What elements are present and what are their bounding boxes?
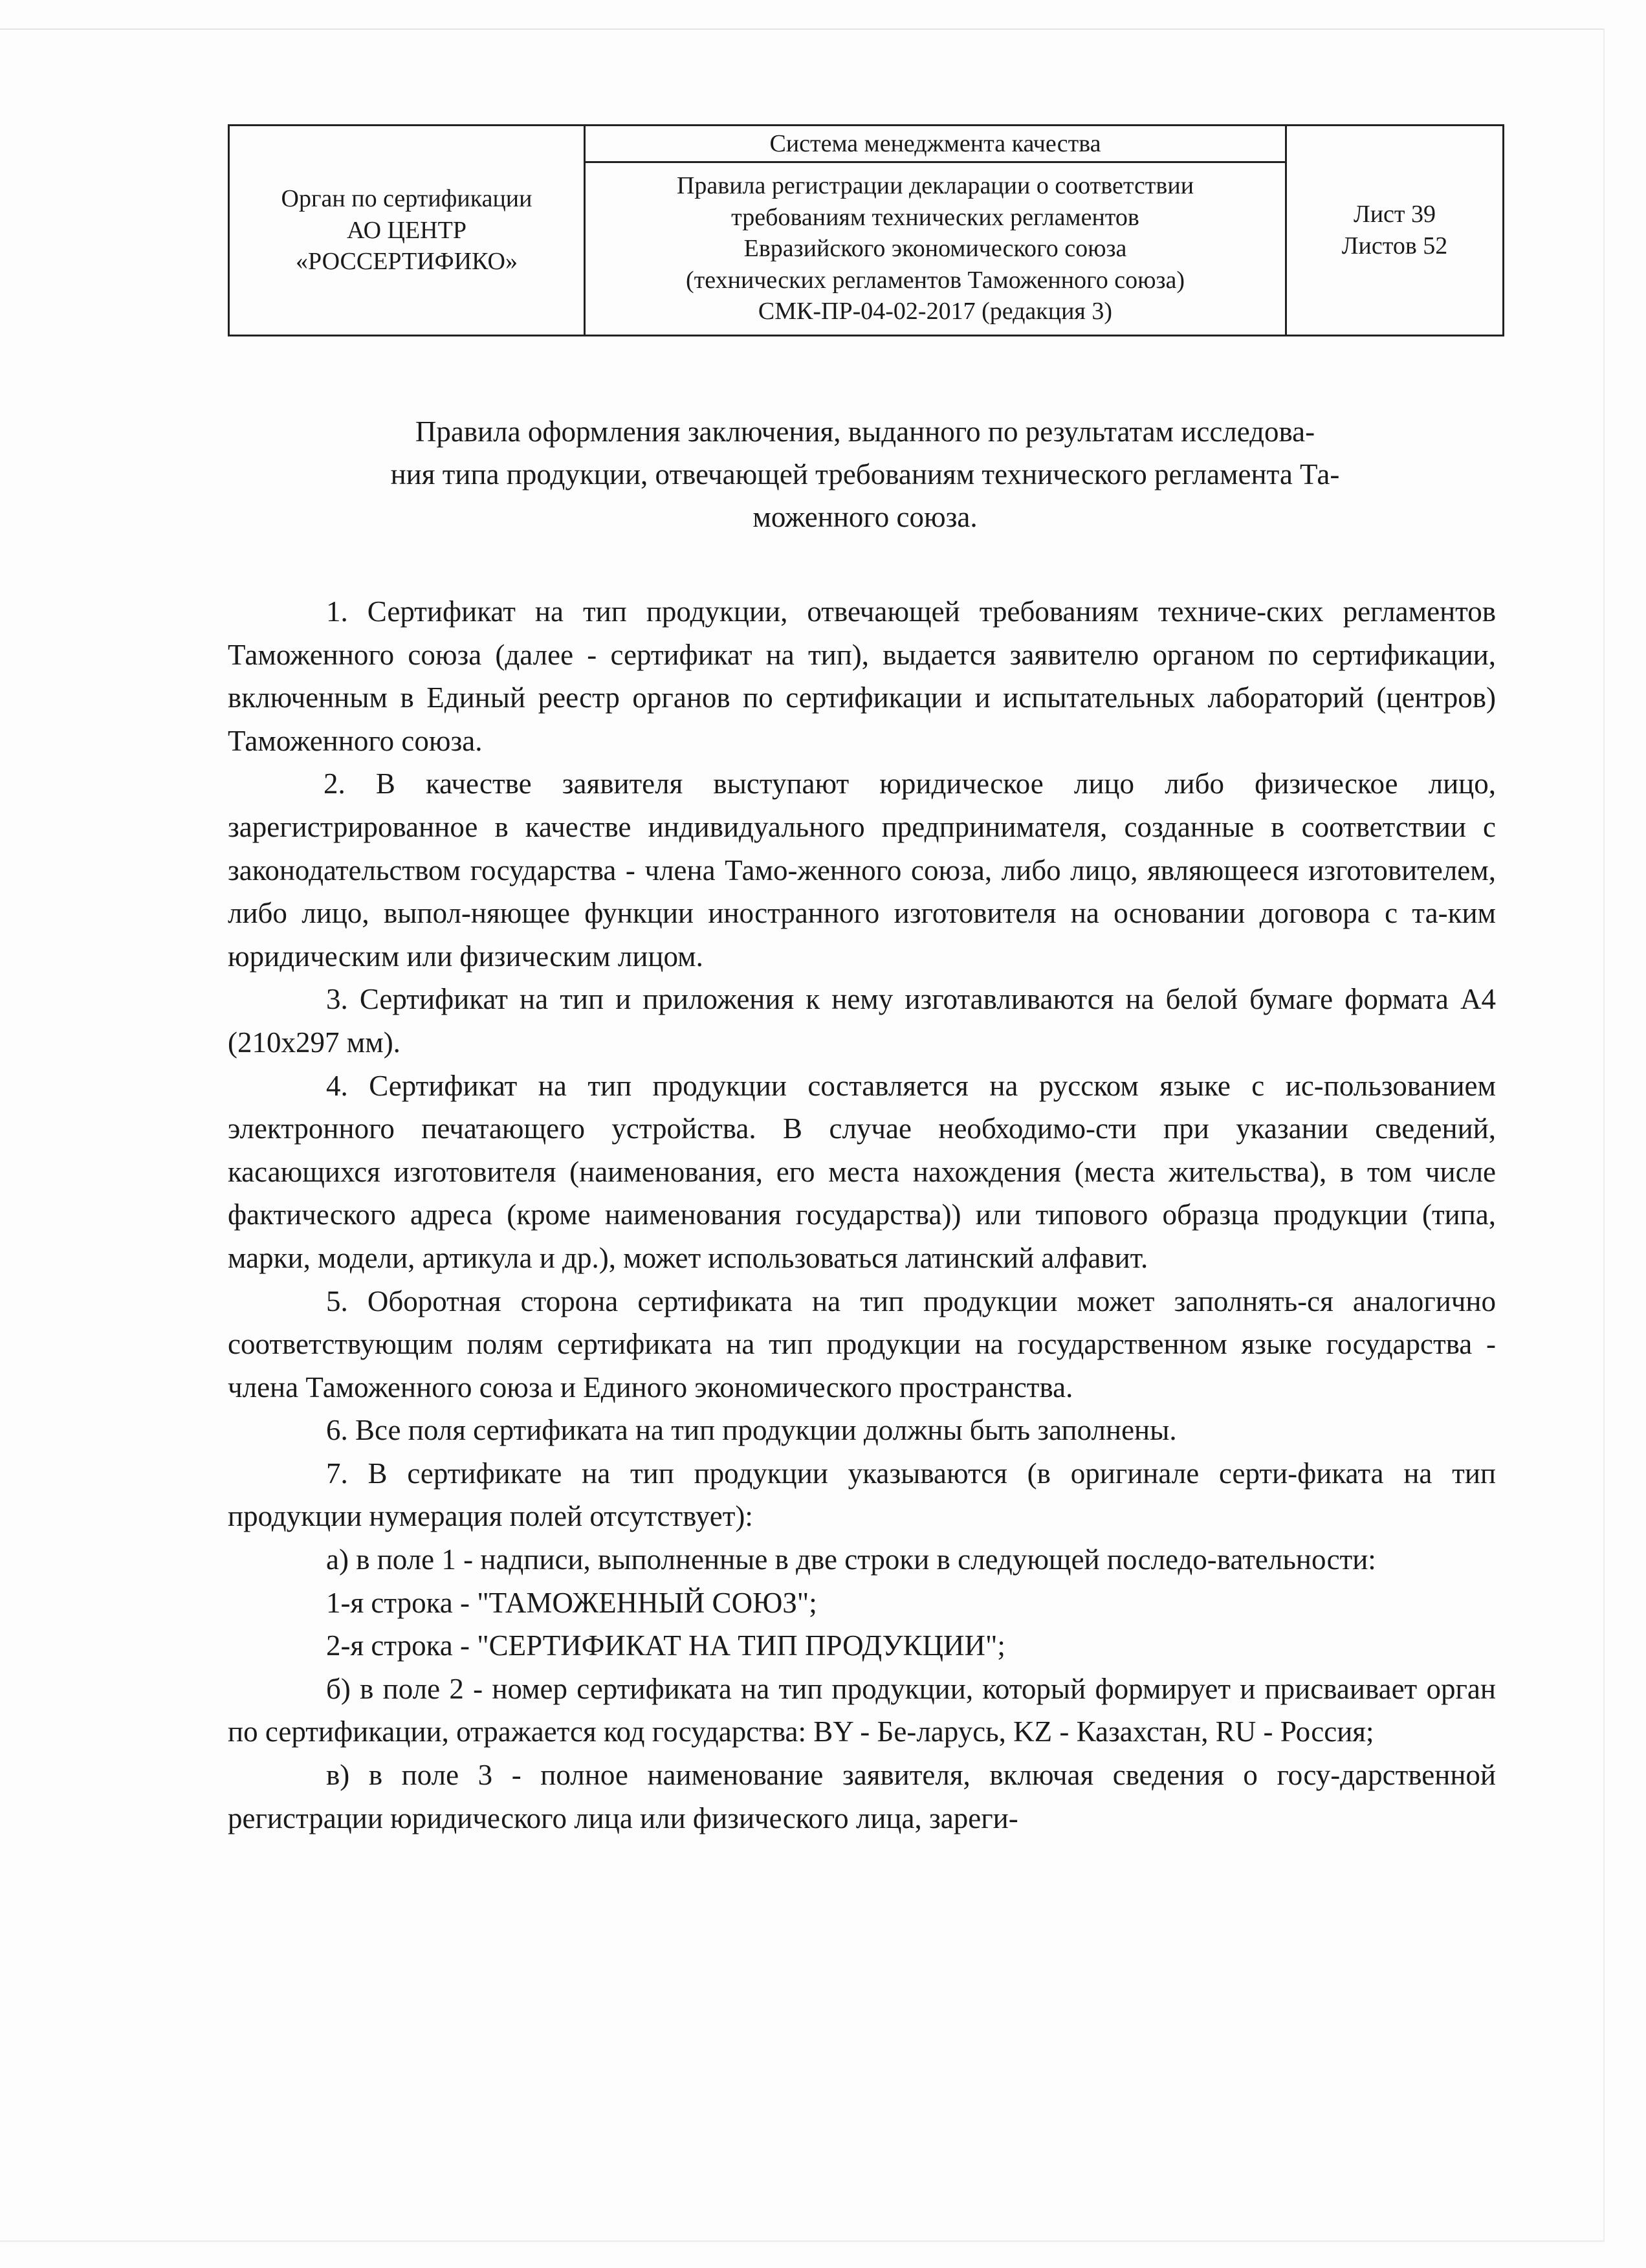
rules-title-line: требованиям технических регламентов	[731, 203, 1139, 231]
item-a: а) в поле 1 - надписи, выполненные в две строки в следующей последо-вательности:	[326, 1543, 1376, 1576]
organization-cell	[229, 126, 585, 336]
organization-line: Орган по сертификации	[281, 185, 532, 213]
title-line: моженного союза.	[752, 501, 978, 533]
sheets-total: Листов 52	[1341, 232, 1448, 259]
item-a-line-1: 1-я строка - "ТАМОЖЕННЫЙ СОЮЗ";	[326, 1586, 817, 1619]
title-line: Правила оформления заключения, выданного по результатам исследова-	[415, 415, 1315, 448]
header-table	[228, 124, 1504, 336]
paragraph-3: 3. Сертификат на тип и приложения к нему изготавливаются на белой бумаге формата А4 (210x297 мм).	[228, 983, 1496, 1059]
rules-title-line: Правила регистрации декларации о соответствии	[676, 171, 1194, 199]
document-title	[228, 410, 1502, 538]
document-code: СМК-ПР-04-02-2017 (редакция 3)	[758, 298, 1113, 325]
scan-edge-right	[1603, 28, 1605, 2241]
title-line: ния типа продукции, отвечающей требованиям технического регламента Та-	[390, 458, 1340, 490]
scan-edge-bottom	[0, 2240, 1605, 2242]
rules-title-line: Евразийского экономического союза	[743, 235, 1127, 263]
organization-line: АО ЦЕНТР	[347, 216, 466, 244]
paragraph-5: 5. Оборотная сторона сертификата на тип продукции может заполнять-ся аналогично соответствующим полям сертификата на тип продукции на государственном языке государства - члена Таможенного союза и Единого экономического пространства.	[228, 1284, 1496, 1404]
sheet-number: Лист 39	[1353, 201, 1436, 228]
rules-title-cell	[585, 162, 1286, 336]
paragraph-7: 7. В сертификате на тип продукции указываются (в оригинале серти-фиката на тип продукции нумерация полей отсутствует):	[228, 1457, 1496, 1533]
rules-title-line: (технических регламентов Таможенного союза)	[686, 266, 1185, 294]
item-a-line-2: 2-я строка - "СЕРТИФИКАТ НА ТИП ПРОДУКЦИИ";	[326, 1629, 1005, 1662]
paragraph-1: 1. Сертификат на тип продукции, отвечающей требованиям техниче-ских регламентов Таможенного союза (далее - сертификат на тип), выдается заявителю органом по сертификации, включенным в Единый реестр органов по сертификации и испытательных лабораторий (центров) Таможенного союза.	[228, 595, 1496, 757]
scan-edge-top	[0, 28, 1605, 30]
paragraph-2: 2. В качестве заявителя выступают юридическое лицо либо физическое лицо, зарегистрированное в качестве индивидуального предпринимателя, созданные в соответствии с законодательством государства - члена Тамо-женного союза, либо лицо, являющееся изготовителем, либо лицо, выпол-няющее функции иностранного изготовителя на основании договора с та-ким юридическим или физическим лицом.	[228, 767, 1496, 973]
sheet-number-cell	[1286, 126, 1504, 336]
paragraph-6: 6. Все поля сертификата на тип продукции должны быть заполнены.	[326, 1414, 1177, 1447]
qms-title-cell: Система менеджмента качества	[585, 126, 1286, 162]
paragraph-4: 4. Сертификат на тип продукции составляется на русском языке с ис-пользованием электронного печатающего устройства. В случае необходимо-сти при указании сведений, касающихся изготовителя (наименования, его места нахождения (места жительства), в том числе фактического адреса (кроме наименования государства)) или типового образца продукции (типа, марки, модели, артикула и др.), может использоваться латинский алфавит.	[228, 1069, 1496, 1274]
document-body	[228, 590, 1496, 1840]
organization-line: «РОССЕРТИФИКО»	[296, 248, 518, 276]
item-v: в) в поле 3 - полное наименование заявителя, включая сведения о госу-дарственной регистрации юридического лица или физического лица, зареги-	[228, 1759, 1496, 1834]
item-b: б) в поле 2 - номер сертификата на тип продукции, который формирует и присваивает орган по сертификации, отражается код государства: BY - Бе-ларусь, KZ - Казахстан, RU - Россия;	[228, 1672, 1496, 1748]
